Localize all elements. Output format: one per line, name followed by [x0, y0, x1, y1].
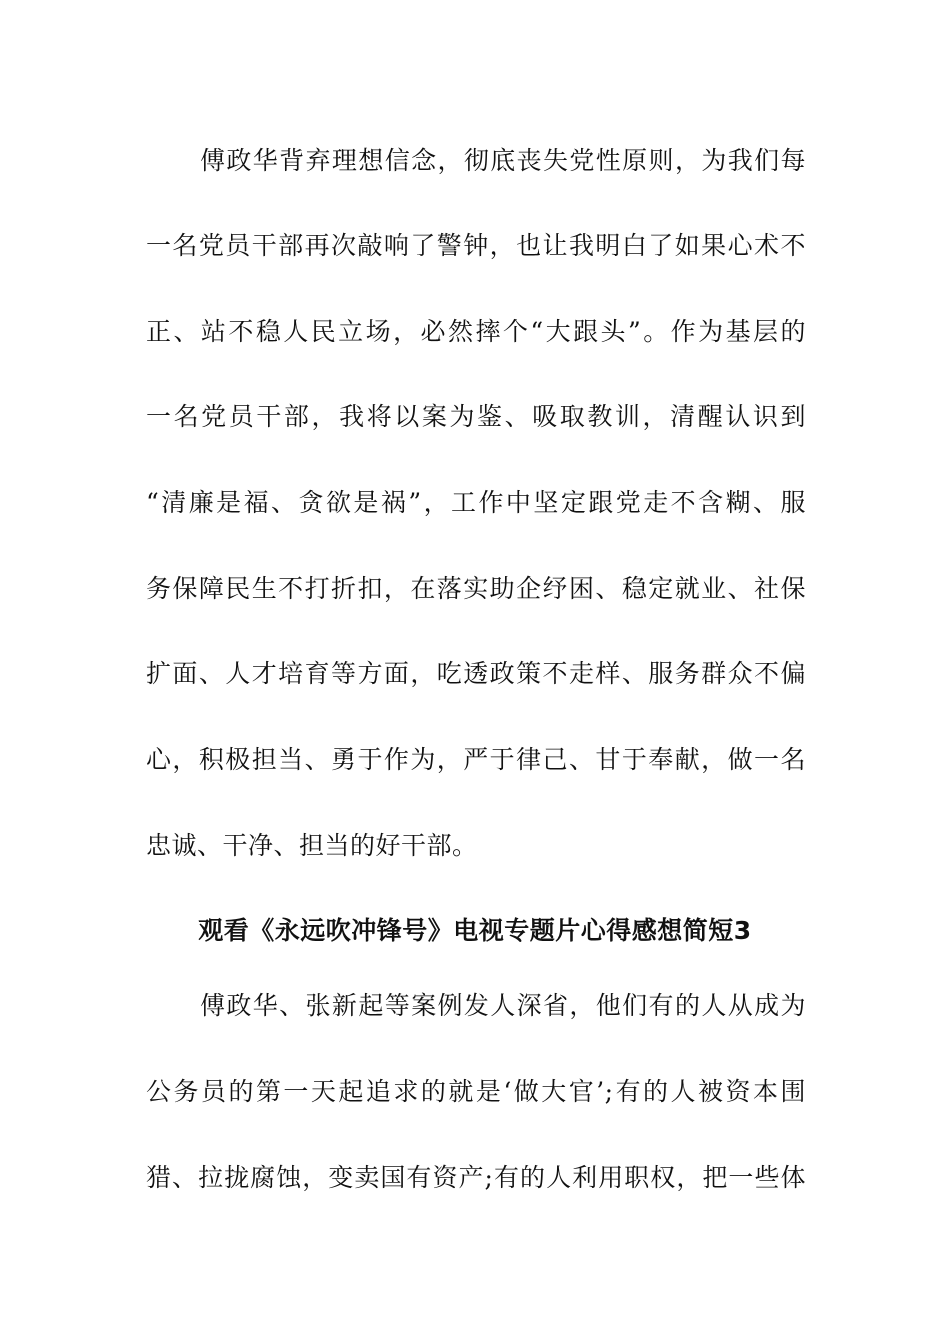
section-heading: 观看《永远吹冲锋号》电视专题片心得感想简短3 — [198, 916, 752, 945]
paragraph2-line-1: 傅政华、张新起等案例发人深省，他们有的人从成为 — [200, 991, 806, 1020]
paragraph1-line-5: “清廉是福、贪欲是祸”，工作中坚定跟党走不含糊、服 — [146, 488, 806, 517]
paragraph1-line-9: 忠诚、干净、担当的好干部。 — [146, 831, 478, 860]
paragraph1-line-3: 正、站不稳人民立场，必然摔个“大跟头”。作为基层的 — [146, 317, 806, 346]
paragraph1-line-4: 一名党员干部，我将以案为鉴、吸取教训，清醒认识到 — [146, 402, 806, 431]
paragraph1-line-7: 扩面、人才培育等方面，吃透政策不走样、服务群众不偏 — [146, 659, 806, 688]
paragraph1-line-2: 一名党员干部再次敲响了警钟，也让我明白了如果心术不 — [146, 231, 806, 260]
paragraph1-line-6: 务保障民生不打折扣，在落实助企纾困、稳定就业、社保 — [146, 574, 806, 603]
paragraph1-line-1: 傅政华背弃理想信念，彻底丧失党性原则，为我们每 — [200, 146, 806, 175]
paragraph2-line-2: 公务员的第一天起追求的就是‘做大官’;有的人被资本围 — [146, 1077, 806, 1106]
paragraph1-line-8: 心，积极担当、勇于作为，严于律己、甘于奉献，做一名 — [146, 745, 806, 774]
paragraph2-line-3: 猎、拉拢腐蚀，变卖国有资产;有的人利用职权，把一些体 — [146, 1163, 806, 1192]
